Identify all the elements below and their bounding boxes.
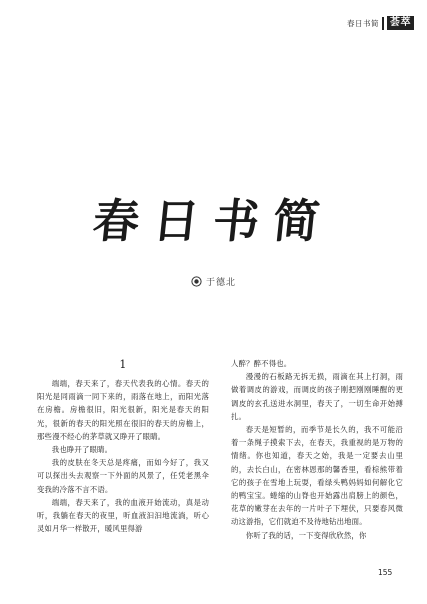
paragraph: 端端，春天来了，我的血液开始流动，真是动听，我躺在春天的夜里，听血液汩汩地流淌，听心灵如月华一样散开，暖风里得游 (37, 497, 209, 534)
page-number: 155 (378, 568, 393, 577)
right-column (231, 357, 403, 542)
paragraph: 漫漫的石板路无拆无损，雨滴在其上打洞，雨做着调皮的游戏，而调皮的孩子刚把刚刚睡醒的更调皮的玄孔送进水洞里，春天了，一切生命开始搏扎。 (231, 372, 403, 421)
author-circle-icon (191, 276, 202, 287)
left-column (37, 357, 209, 535)
paragraph: 端端，春天来了，春天代表我的心情。春天的阳光是同雨滴一同下来的，雨落在地上，而阳光落在房檐。房檐很旧，阳光很新，阳光是春天的阳光，很新的春天的阳光照在很旧的春天的房檐上，那些漫不经心的茅草就又睁开了眼睛。 (37, 379, 209, 441)
section-number: 1 (119, 358, 127, 371)
page-header (347, 16, 414, 30)
author-byline (0, 275, 427, 288)
paragraph: 春天是短暂的，而季节是长久的，我不可能沿着一条绳子摸索下去，在春天，我重视的是万物的情绪。你也知道，春天之始，我是一定要去山里的，去长白山，在密林恩那的馨香里，看棕熊带着它的孩子在雪地上玩耍，看绿头鸭妈妈如何解化它的鸭宝宝。蜷缩的山脊也开始露出肩膀上的颜色，花草的嫩芽在去年的一片叶子下埋伏，只要春风微动这游指，它们就迫不及待地钻出地面。 (231, 425, 403, 527)
paragraph: 我也睁开了眼睛。 (51, 445, 113, 455)
magazine-logo: 荟萃 (387, 16, 414, 30)
header-divider (382, 17, 384, 30)
paragraph: 你听了我的话，一下变得欣欣然，你 (245, 530, 367, 540)
paragraph: 我的皮肤在冬天总是疼痛，而如今好了，我又可以探出头去观察一下外面的风景了，任凭老黑伞变我的冷落不言不语。 (37, 458, 209, 494)
article-title: 春日书简 (90, 194, 337, 248)
author-name: 于德北 (205, 278, 236, 288)
column-name: 春日书简 (347, 18, 379, 28)
paragraph: 人醉？醉不得也。 (231, 359, 292, 368)
